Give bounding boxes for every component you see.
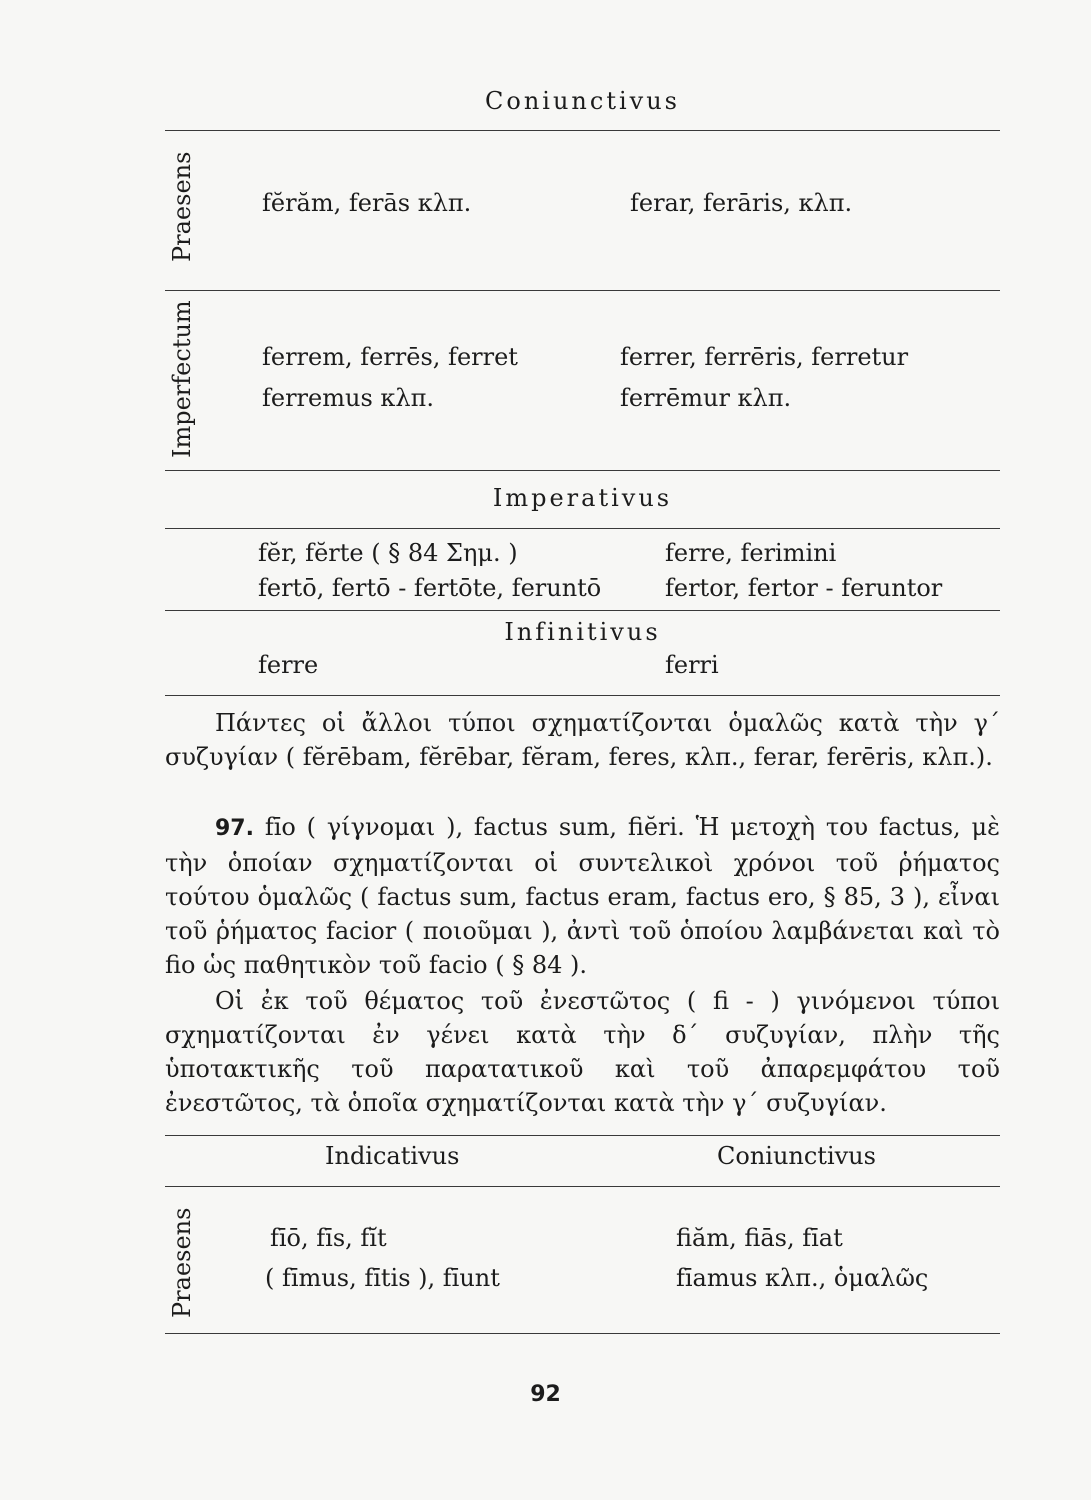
fio-indicativus-heading: Indicativus — [325, 1142, 460, 1170]
paragraph-97 — [165, 810, 1000, 982]
divider — [165, 1135, 1000, 1136]
fio-indicativus-line-1: fīō, fīs, fĭt — [270, 1224, 387, 1252]
page-number: 92 — [530, 1382, 561, 1407]
divider — [165, 695, 1000, 696]
divider — [165, 1186, 1000, 1187]
section-number: 97. — [215, 816, 254, 841]
praesens-label: Praesens — [168, 151, 196, 262]
imperativus-active-line-1: fĕr, fĕrte ( § 84 Σημ. ) — [258, 539, 518, 567]
praesens-active-forms: fĕrăm, ferās κλπ. — [262, 189, 472, 217]
divider — [165, 610, 1000, 611]
infinitivus-active: ferre — [258, 651, 319, 679]
divider — [165, 470, 1000, 471]
praesens-passive-forms: ferar, ferāris, κλπ. — [630, 189, 853, 217]
imperfectum-active-line-1: ferrem, ferrēs, ferret — [262, 343, 518, 371]
imperfectum-label: Imperfectum — [168, 300, 196, 458]
fio-coniunctivus-line-2: fīamus κλπ., ὁμαλῶς — [676, 1264, 929, 1292]
imperativus-passive-line-1: ferre, ferimini — [665, 539, 837, 567]
fio-praesens-label: Praesens — [168, 1207, 196, 1318]
divider — [165, 290, 1000, 291]
paragraph-forms-note: Πάντες οἱ ἄλλοι τύποι σχηματίζονται ὁμαλῶς κατὰ τὴν γ΄ συζυγίαν ( fĕrēbam, fĕrēbar, fĕram, feres, κλπ., ferar, ferēris, κλπ.). — [165, 709, 1000, 771]
divider — [165, 1333, 1000, 1334]
infinitivus-heading: Infinitivus — [504, 618, 661, 646]
imperativus-passive-line-2: fertor, fertor - feruntor — [665, 574, 943, 602]
imperfectum-passive-line-1: ferrer, ferrēris, ferretur — [620, 343, 909, 371]
paragraph-stem-forms: Οἱ ἐκ τοῦ θέματος τοῦ ἐνεστῶτος ( fi - ) γινόμενοι τύποι σχηματίζονται ἐν γένει κατὰ τὴν δ΄ συζυγίαν, πλὴν τῆς ὑποτακτικῆς τοῦ παρατατικοῦ καὶ τοῦ ἀπαρεμφάτου τοῦ ἐνεστῶτος, τὰ ὁποῖα σχηματίζονται κατὰ τὴν γ΄ συζυγίαν. — [165, 987, 1000, 1117]
imperfectum-active-line-2: ferremus κλπ. — [262, 384, 435, 412]
imperativus-heading: Imperativus — [492, 484, 673, 512]
divider — [165, 528, 1000, 529]
coniunctivus-heading: Coniunctivus — [485, 87, 680, 115]
paragraph-97-text: fīo ( γίγνομαι ), factus sum, fiĕri. Ἡ μετοχὴ του factus, μὲ τὴν ὁποίαν σχηματίζονται οἱ συντελικοὶ χρόνοι τοῦ ῥήματος τούτου ὁμαλῶς ( factus sum, factus eram, factus ero, § 85, 3 ), εἶναι τοῦ ῥήματος facior ( ποιοῦμαι ), ἀντὶ τοῦ ὁποίου λαμβάνεται καὶ τὸ fio ὡς παθητικὸν τοῦ facio ( § 84 ). — [165, 813, 1000, 979]
imperativus-active-line-2: fertō, fertō - fertōte, feruntō — [258, 574, 602, 602]
imperfectum-passive-line-2: ferrēmur κλπ. — [620, 384, 792, 412]
fio-coniunctivus-line-1: fiăm, fiās, fīat — [676, 1224, 843, 1252]
fio-coniunctivus-heading: Coniunctivus — [717, 1142, 876, 1170]
infinitivus-passive: ferri — [665, 651, 719, 679]
divider — [165, 130, 1000, 131]
fio-indicativus-line-2: ( fīmus, fītis ), fīunt — [265, 1264, 500, 1292]
